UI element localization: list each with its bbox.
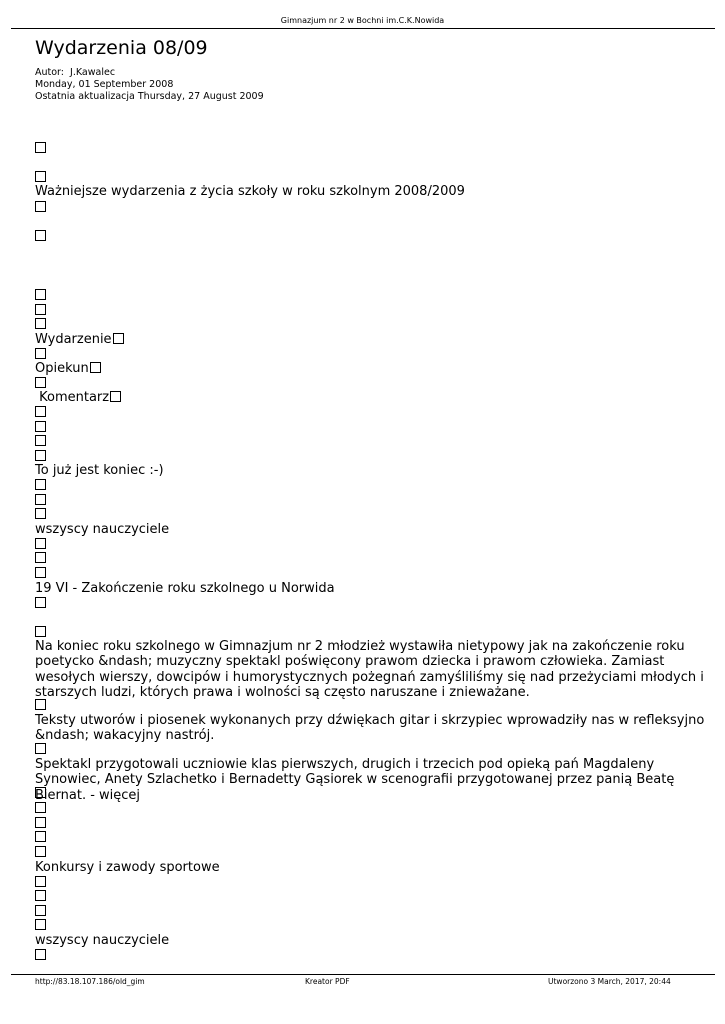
missing-glyph-icon (35, 596, 46, 611)
missing-glyph-icon (35, 288, 46, 303)
missing-glyph-icon (35, 170, 46, 185)
event-guardian: wszyscy nauczyciele (35, 933, 170, 948)
missing-glyph-icon (35, 625, 46, 640)
author-line: Autor: J.Kawalec (35, 67, 116, 78)
missing-glyph-icon (35, 200, 46, 215)
missing-glyph-icon (110, 391, 121, 402)
event-subtitle: 19 VI - Zakończenie roku szkolnego u Norwida (35, 581, 335, 596)
missing-glyph-icon (35, 830, 46, 845)
event-paragraph: Na koniec roku szkolnego w Gimnazjum nr 2 młodzież wystawiła nietypowy jak na zakończenie roku poetycko &ndash; muzyczny spektakl poświęcony prawom dziecka i prawom człowieka. Zamiast wesołych wierszy, dowcipów i humorystycznych pożegnań zamyśliliśmy się nad przeżyciami młodych i starszych ludzi, których prawa i wolności są często naruszane i znieważane. (35, 639, 704, 700)
missing-glyph-icon (35, 478, 46, 493)
missing-glyph-icon (35, 948, 46, 963)
missing-glyph-icon (35, 786, 46, 801)
event-title: To już jest koniec :-) (35, 463, 164, 478)
article-title: Wydarzenia 08/09 (35, 37, 208, 59)
missing-glyph-icon (35, 229, 46, 244)
missing-glyph-icon (35, 845, 46, 860)
column-header-event (35, 332, 124, 347)
missing-glyph-icon (35, 551, 46, 566)
missing-glyph-icon (35, 493, 46, 508)
missing-glyph-icon (35, 141, 46, 156)
missing-glyph-icon (35, 801, 46, 816)
date-line: Monday, 01 September 2008 (35, 79, 174, 90)
missing-glyph-icon (35, 507, 46, 522)
missing-glyph-icon (35, 420, 46, 435)
missing-glyph-icon (35, 918, 46, 933)
missing-glyph-icon (35, 904, 46, 919)
footer-rule (11, 974, 715, 975)
event-paragraph: Spektakl przygotowali uczniowie klas pierwszych, drugich i trzecich pod opieką pań Magdaleny Synowiec, Anety Szlachetko i Bernadetty Gąsiorek w scenografii przygotowanej przez panią Beatę Biernat. - więcej (35, 757, 675, 803)
column-header-event-label: Wydarzenie (35, 332, 112, 347)
missing-glyph-icon (35, 698, 46, 713)
updated-line: Ostatnia aktualizacja Thursday, 27 August 2009 (35, 91, 264, 102)
footer-created: Utworzono 3 March, 2017, 20:44 (548, 977, 671, 986)
column-header-comment-label: Komentarz (35, 390, 110, 405)
event-paragraph: Teksty utworów i piosenek wykonanych przy dźwiękach gitar i skrzypiec wprowadziły nas w refleksyjno &ndash; wakacyjny nastrój. (35, 713, 705, 744)
event-guardian: wszyscy nauczyciele (35, 522, 170, 537)
header-rule (11, 28, 715, 29)
page-header: Gimnazjum nr 2 w Bochni im.C.K.Nowida (280, 16, 445, 25)
missing-glyph-icon (35, 889, 46, 904)
missing-glyph-icon (35, 566, 46, 581)
footer-generator: Kreator PDF (305, 977, 350, 986)
missing-glyph-icon (90, 362, 101, 373)
missing-glyph-icon (113, 333, 124, 344)
article-meta (35, 67, 264, 103)
missing-glyph-icon (35, 742, 46, 757)
missing-glyph-icon (35, 303, 46, 318)
missing-glyph-icon (35, 376, 46, 391)
column-header-guardian (35, 361, 101, 376)
missing-glyph-icon (35, 875, 46, 890)
missing-glyph-icon (35, 434, 46, 449)
missing-glyph-icon (35, 816, 46, 831)
intro-text: Ważniejsze wydarzenia z życia szkoły w roku szkolnym 2008/2009 (35, 184, 465, 199)
event-title: Konkursy i zawody sportowe (35, 860, 220, 875)
missing-glyph-icon (35, 405, 46, 420)
footer-url: http://83.18.107.186/old_gim (35, 977, 145, 986)
column-header-comment (35, 390, 121, 405)
missing-glyph-icon (35, 537, 46, 552)
column-header-guardian-label: Opiekun (35, 361, 89, 376)
missing-glyph-icon (35, 449, 46, 464)
missing-glyph-icon (35, 347, 46, 362)
missing-glyph-icon (35, 317, 46, 332)
